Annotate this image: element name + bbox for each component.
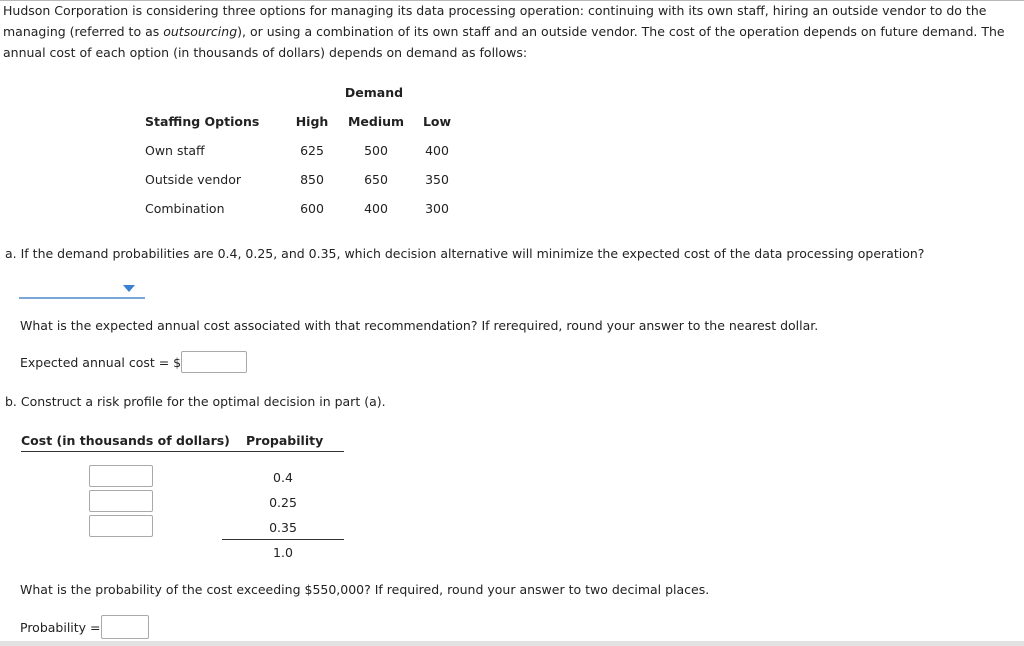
own-staff-medium: 500: [364, 143, 388, 158]
part-a-question: a. If the demand probabilities are 0.4, 0.25, and 0.35, which decision alternative will minimize the expected cost of the data processing operation?: [5, 246, 925, 261]
probability-input[interactable]: [101, 615, 149, 639]
col-header-high: High: [295, 114, 329, 129]
risk-col-header-probability: Propability: [246, 433, 324, 448]
bottom-divider: [0, 641, 1024, 646]
risk-probability-2: 0.25: [269, 495, 297, 510]
demand-header: Demand: [344, 85, 404, 100]
col-header-medium: Medium: [347, 114, 405, 129]
row-outside-vendor-label: Outside vendor: [145, 172, 241, 187]
intro-italic-term: outsourcing: [163, 24, 238, 39]
combination-low: 300: [425, 201, 449, 216]
risk-col-header-cost: Cost (in thousands of dollars): [21, 433, 230, 448]
own-staff-low: 400: [425, 143, 449, 158]
expected-cost-input[interactable]: [181, 351, 247, 373]
col-header-staffing-options: Staffing Options: [145, 114, 260, 129]
intro-text-1: Hudson Corporation is considering three options for managing its data processing operation: continuing with its own staff, hiring an outside vendor to do the managing (referred to as: [3, 3, 987, 39]
risk-cost-input-3[interactable]: [89, 515, 153, 537]
dropdown-underline: [19, 297, 145, 299]
risk-header-rule: [21, 451, 344, 452]
expected-cost-label: Expected annual cost = $: [20, 355, 182, 370]
problem-intro: [3, 0, 1019, 63]
risk-cost-input-2[interactable]: [89, 490, 153, 512]
outside-vendor-medium: 650: [364, 172, 388, 187]
risk-probability-3: 0.35: [269, 520, 297, 535]
outside-vendor-low: 350: [425, 172, 449, 187]
combination-medium: 400: [364, 201, 388, 216]
own-staff-high: 625: [300, 143, 324, 158]
risk-probability-total: 1.0: [273, 545, 293, 560]
part-a-followup: What is the expected annual cost associated with that recommendation? If rerequired, round your answer to the nearest dollar.: [20, 318, 819, 333]
risk-probability-1: 0.4: [273, 470, 293, 485]
risk-total-rule: [222, 539, 344, 540]
row-combination-label: Combination: [145, 201, 225, 216]
outside-vendor-high: 850: [300, 172, 324, 187]
risk-cost-input-1[interactable]: [89, 465, 153, 487]
probability-label: Probability =: [20, 620, 101, 635]
combination-high: 600: [300, 201, 324, 216]
col-header-low: Low: [422, 114, 452, 129]
part-b-question: b. Construct a risk profile for the optimal decision in part (a).: [5, 394, 386, 409]
chevron-down-icon[interactable]: [123, 285, 135, 292]
intro-text-2: ), or using a combination of its own staff and an outside vendor. The cost of the operation depends on future demand. The annual cost of each option (in thousands of dollars) depends on demand as follows:: [3, 24, 1005, 60]
row-own-staff-label: Own staff: [145, 143, 205, 158]
exceed-question: What is the probability of the cost exceeding $550,000? If required, round your answer to two decimal places.: [20, 582, 710, 597]
